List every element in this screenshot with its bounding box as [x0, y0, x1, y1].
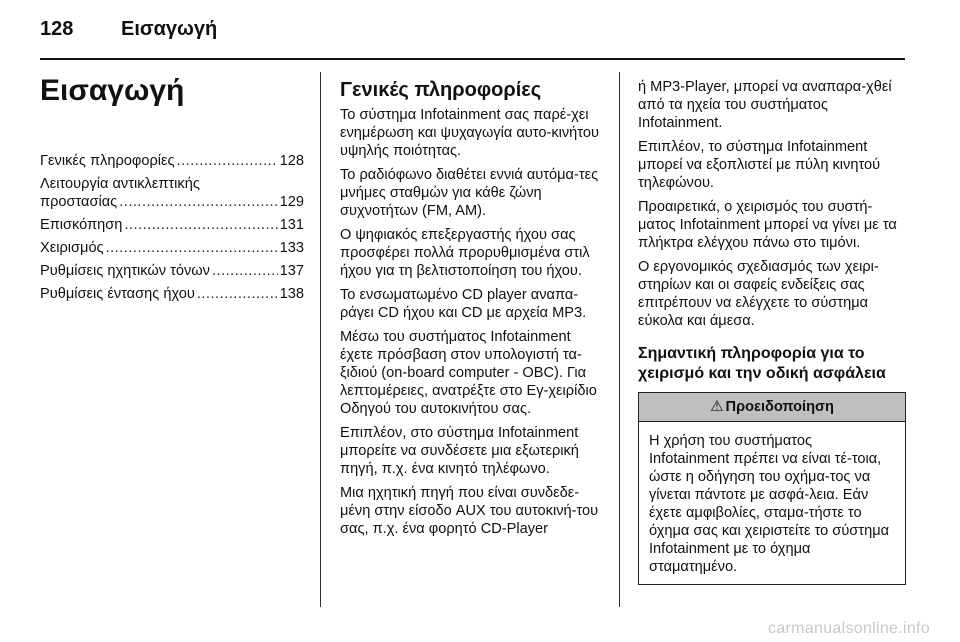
toc-entry-page: 138 — [279, 286, 304, 302]
paragraph: Ο εργονομικός σχεδιασμός των χειρι-στηρίων και οι σαφείς ενδείξεις σας επιτρέπουν να ελέγχετε το σύστημα εύκολα και άμεσα. — [638, 259, 879, 329]
toc-entry[interactable] — [40, 175, 304, 211]
page-number: 128 — [40, 18, 74, 40]
section-heading: Γενικές πληροφορίες — [340, 79, 542, 101]
general-info-column — [340, 78, 602, 544]
toc-entry-label: προστασίας — [40, 194, 118, 210]
toc-entry-label: Επισκόπηση — [40, 217, 123, 233]
paragraph: Προαιρετικά, ο χειρισμός του συστή-ματος Infotainment μπορεί να γίνει με τα πλήκτρα ελέγχου πάνω στο τιμόνι. — [638, 199, 897, 251]
toc-entry-label-line: Λειτουργία αντικλεπτικής — [40, 176, 200, 192]
paragraph: ή MP3-Player, μπορεί να αναπαρα-χθεί από τα ηχεία του συστήματος Infotainment. — [638, 79, 892, 131]
third-column — [638, 78, 906, 585]
paragraph: Ο ψηφιακός επεξεργαστής ήχου σας προσφέρει πολλά προρυθμισμένα στιλ ήχου για τη βελτιστοποίηση του ήχου. — [340, 227, 590, 279]
toc-entry-label: Χειρισμός — [40, 240, 104, 256]
column-divider-2 — [619, 72, 620, 607]
warning-title: Προειδοποίηση — [725, 399, 834, 415]
toc-entry[interactable] — [40, 216, 304, 234]
footer-watermark: carmanualsonline.info — [768, 620, 930, 637]
warning-text: Η χρήση του συστήματος Infotainment πρέπει να είναι τέ-τοια, ώστε η οδήγηση του οχήμα-τος να γίνεται πάντοτε με ασφά-λεια. Εάν έχετε αμφιβολίες, σταμα-τήστε το όχημα σας και χειριστείτε το σύστημα Infotainment με το όχημα σταματημένο. — [649, 433, 890, 575]
toc-entry[interactable] — [40, 239, 304, 257]
chapter-title: Εισαγωγή — [40, 74, 185, 107]
toc-entry-page: 137 — [279, 263, 304, 279]
table-of-contents — [40, 152, 304, 308]
header-title: Εισαγωγή — [121, 18, 218, 40]
warning-box — [638, 392, 906, 585]
toc-entry-page: 128 — [279, 153, 304, 169]
toc-entry-page: 129 — [279, 194, 304, 210]
warning-triangle-icon: ⚠ — [710, 398, 724, 415]
paragraph: Επιπλέον, το σύστημα Infotainment μπορεί να εξοπλιστεί με πύλη κινητού τηλεφώνου. — [638, 139, 881, 191]
toc-entry[interactable] — [40, 262, 304, 280]
paragraph: Το ενσωματωμένο CD player αναπα-ράγει CD ήχου και CD με αρχεία MP3. — [340, 287, 587, 321]
header-rule — [40, 58, 905, 60]
paragraph: Το σύστημα Infotainment σας παρέ-χει ενημέρωση και ψυχαγωγία αυτο-κινήτου υψηλής ποιότητας. — [340, 107, 599, 159]
toc-entry-label: Ρυθμίσεις έντασης ήχου — [40, 286, 195, 302]
toc-entry-page: 133 — [279, 240, 304, 256]
toc-entry-label: Ρυθμίσεις ηχητικών τόνων — [40, 263, 210, 279]
column-divider-1 — [320, 72, 321, 607]
toc-entry-page: 131 — [279, 217, 304, 233]
toc-entry[interactable] — [40, 285, 304, 303]
warning-header — [639, 393, 905, 422]
toc-entry[interactable] — [40, 152, 304, 170]
paragraph: Μια ηχητική πηγή που είναι συνδεδε-μένη στην είσοδο AUX του αυτοκινή-του σας, π.χ. ένα φορητό CD-Player — [340, 485, 599, 537]
toc-entry-label: Γενικές πληροφορίες — [40, 153, 175, 169]
paragraph: Επιπλέον, στο σύστημα Infotainment μπορείτε να συνδέσετε μια εξωτερική πηγή, π.χ. ένα κινητό τηλέφωνο. — [340, 425, 579, 477]
safety-heading: Σημαντική πληροφορία για το χειρισμό και την οδική ασφάλεια — [638, 345, 886, 382]
paragraph: Μέσω του συστήματος Infotainment έχετε πρόσβαση στον υπολογιστή τα-ξιδιού (on-board computer - OBC). Για λεπτομέρειες, ανατρέξτε στο Εγ-χειρίδιο Οδηγού του αυτοκινήτου σας. — [340, 329, 597, 417]
paragraph: Το ραδιόφωνο διαθέτει εννιά αυτόμα-τες μνήμες σταθμών για κάθε ζώνη συχνοτήτων (FM, AM). — [340, 167, 599, 219]
